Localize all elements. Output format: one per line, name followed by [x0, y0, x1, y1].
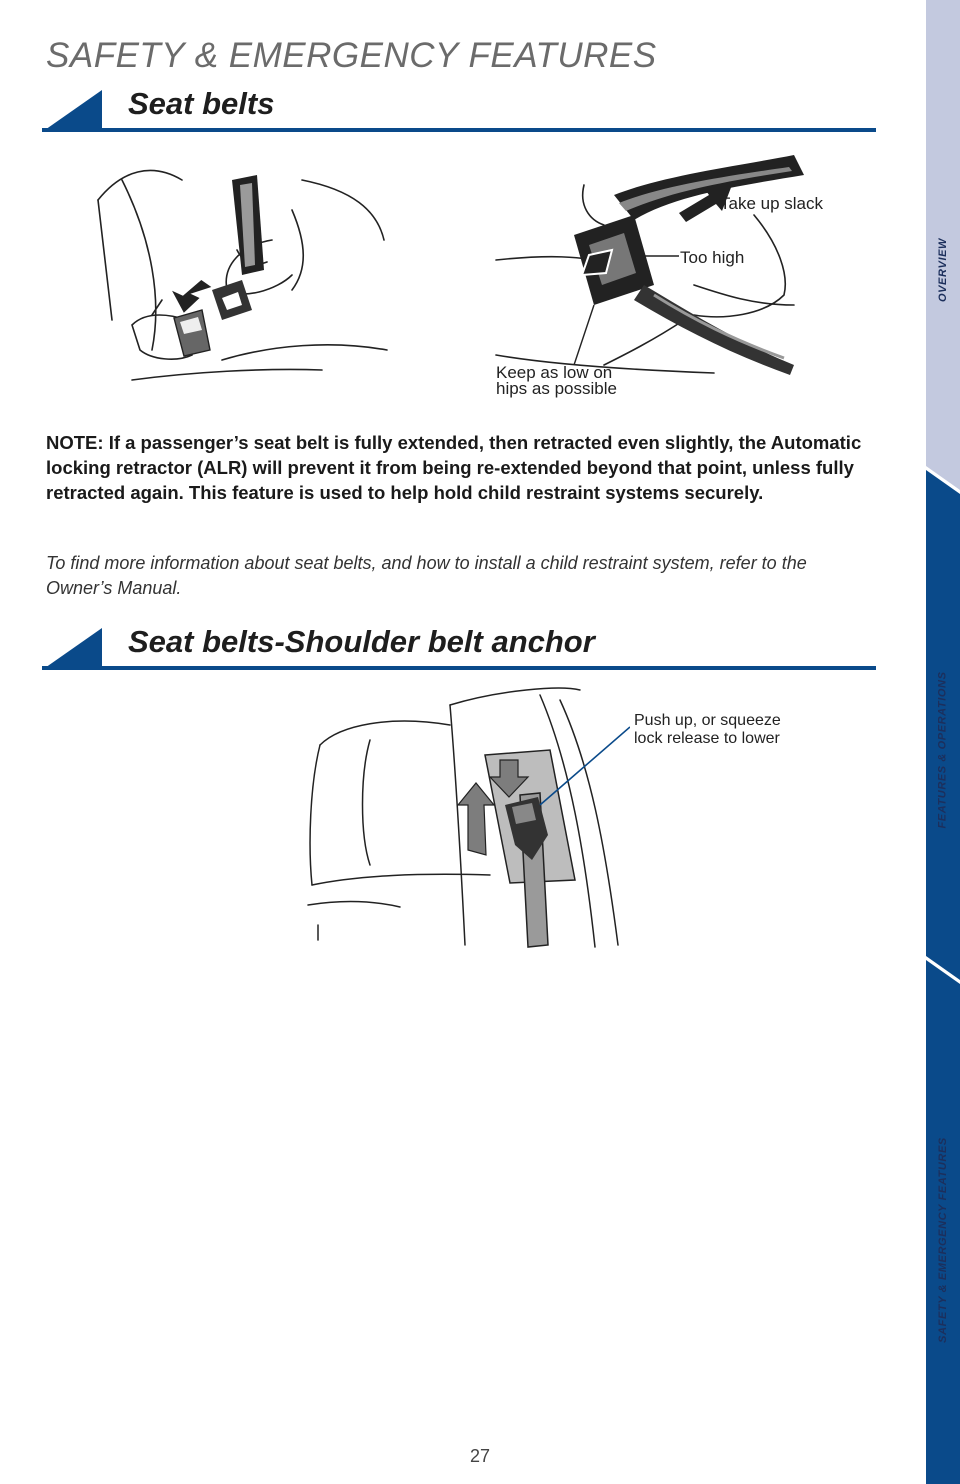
tab-features-label: FEATURES & OPERATIONS — [937, 671, 950, 829]
callout-keep-low-line2: hips as possible — [496, 379, 617, 398]
tab-overview-label: OVERVIEW — [937, 237, 949, 303]
owners-manual-reference: To find more information about seat belts, and how to install a child restraint system, refer to the Owner’s Manual. — [46, 553, 807, 598]
tab-features-operations[interactable] — [926, 600, 960, 900]
page-header: SAFETY & EMERGENCY FEATURES — [46, 36, 657, 75]
tab-safety-emergency[interactable] — [926, 1080, 960, 1400]
section-wedge — [42, 628, 102, 670]
section-title: Seat belts — [128, 86, 275, 121]
callout-push-up-line2: lock release to lower — [634, 730, 780, 747]
callout-keep-low-line1: Keep as low on — [496, 363, 613, 382]
alr-note: NOTE: If a passenger’s seat belt is fully extended, then retracted even slightly, the Automatic locking retractor (ALR) will prevent it from being re-extended beyond that point, unless fully retracted again. This feature is used to help hold child restraint systems securely. — [46, 432, 862, 503]
buckle-fastening-illustration — [92, 150, 392, 385]
section-header-seat-belts — [42, 84, 876, 132]
section-wedge — [42, 90, 102, 132]
section-title: Seat belts-Shoulder belt anchor — [128, 624, 595, 659]
section-rule — [42, 128, 876, 132]
page-number: 27 — [469, 1446, 491, 1466]
side-navigation-tabs — [926, 0, 960, 1484]
tab-overview[interactable] — [926, 150, 960, 390]
section-header-shoulder-belt-anchor — [42, 622, 876, 670]
belt-position-illustration — [494, 155, 824, 375]
section-rule — [42, 666, 876, 670]
shoulder-anchor-illustration — [300, 685, 630, 950]
callout-push-up-line1: Push up, or squeeze — [634, 712, 781, 729]
callout-take-up-slack: Take up slack — [720, 194, 823, 213]
tab-safety-label: SAFETY & EMERGENCY FEATURES — [937, 1137, 950, 1343]
callout-too-high: Too high — [680, 248, 745, 267]
